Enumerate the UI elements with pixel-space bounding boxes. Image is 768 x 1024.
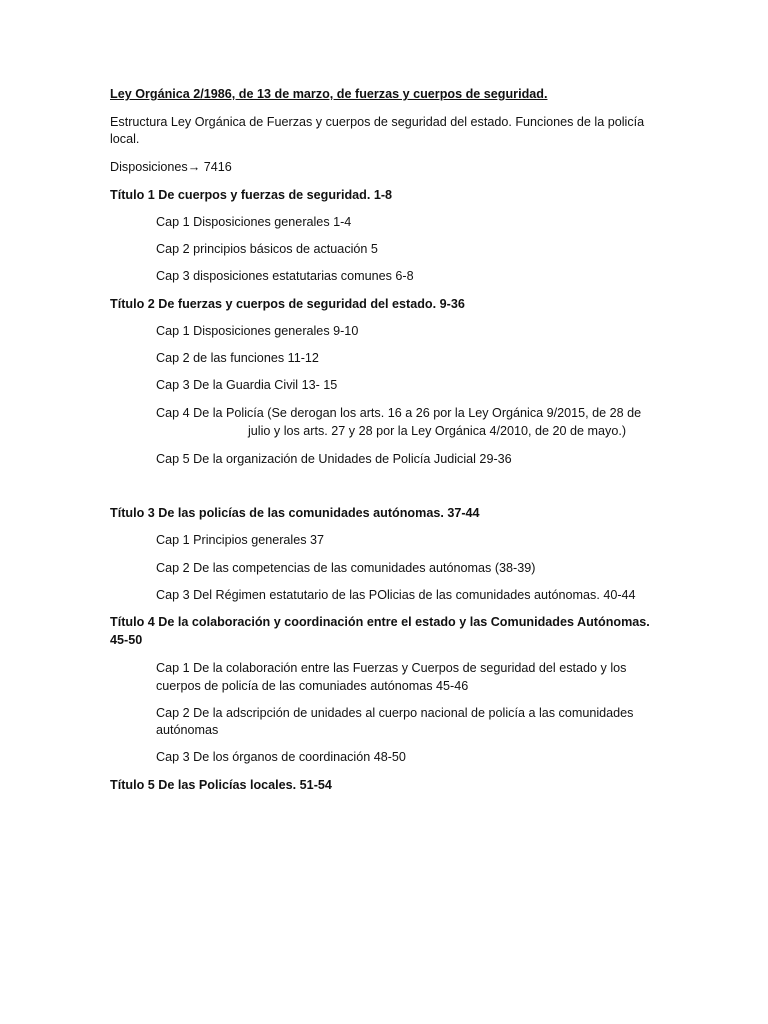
titulo-1-cap-1: Cap 1 Disposiciones generales 1-4 bbox=[156, 215, 352, 229]
titulo-2-heading: Título 2 De fuerzas y cuerpos de seguridad del estado. 9-36 bbox=[110, 297, 465, 311]
titulo-4-heading-continued: 45-50 bbox=[110, 633, 143, 647]
titulo-2-cap-3: Cap 3 De la Guardia Civil 13- 15 bbox=[156, 378, 338, 392]
titulo-1-cap-2: Cap 2 principios básicos de actuación 5 bbox=[156, 242, 378, 256]
titulo-5-heading: Título 5 De las Policías locales. 51-54 bbox=[110, 778, 332, 792]
document-title: Ley Orgánica 2/1986, de 13 de marzo, de fuerzas y cuerpos de seguridad. bbox=[110, 87, 548, 101]
titulo-4-cap-2: Cap 2 De la adscripción de unidades al cuerpo nacional de policía a las comunidades bbox=[156, 706, 634, 720]
titulo-4-cap-1-continued: cuerpos de policía de las comuniades autónomas 45-46 bbox=[156, 679, 469, 693]
titulo-2-cap-1: Cap 1 Disposiciones generales 9-10 bbox=[156, 324, 359, 338]
titulo-4-cap-2-continued: autónomas bbox=[156, 723, 219, 737]
disposiciones-line: Disposiciones→ 7416 bbox=[110, 160, 232, 174]
titulo-3-heading: Título 3 De las policías de las comunidades autónomas. 37-44 bbox=[110, 506, 480, 520]
titulo-1-heading: Título 1 De cuerpos y fuerzas de seguridad. 1-8 bbox=[110, 188, 393, 202]
titulo-4-heading: Título 4 De la colaboración y coordinación entre el estado y las Comunidades Autónomas. bbox=[110, 615, 650, 629]
titulo-4-cap-1: Cap 1 De la colaboración entre las Fuerzas y Cuerpos de seguridad del estado y los bbox=[156, 661, 627, 675]
intro-text-continued: local. bbox=[110, 132, 140, 146]
titulo-3-cap-2: Cap 2 De las competencias de las comunidades autónomas (38-39) bbox=[156, 561, 536, 575]
titulo-4-cap-3: Cap 3 De los órganos de coordinación 48-50 bbox=[156, 750, 406, 764]
intro-text: Estructura Ley Orgánica de Fuerzas y cuerpos de seguridad del estado. Funciones de la policía bbox=[110, 115, 645, 129]
titulo-3-cap-3: Cap 3 Del Régimen estatutario de las POlicias de las comunidades autónomas. 40-44 bbox=[156, 588, 636, 602]
titulo-2-cap-5: Cap 5 De la organización de Unidades de Policía Judicial 29-36 bbox=[156, 452, 512, 466]
titulo-2-cap-4: Cap 4 De la Policía (Se derogan los arts. 16 a 26 por la Ley Orgánica 9/2015, de 28 de bbox=[156, 406, 642, 420]
titulo-2-cap-4-continued: julio y los arts. 27 y 28 por la Ley Orgánica 4/2010, de 20 de mayo.) bbox=[248, 424, 627, 438]
titulo-1-cap-3: Cap 3 disposiciones estatutarias comunes 6-8 bbox=[156, 269, 414, 283]
titulo-2-cap-2: Cap 2 de las funciones 11-12 bbox=[156, 351, 319, 365]
titulo-3-cap-1: Cap 1 Principios generales 37 bbox=[156, 533, 325, 547]
